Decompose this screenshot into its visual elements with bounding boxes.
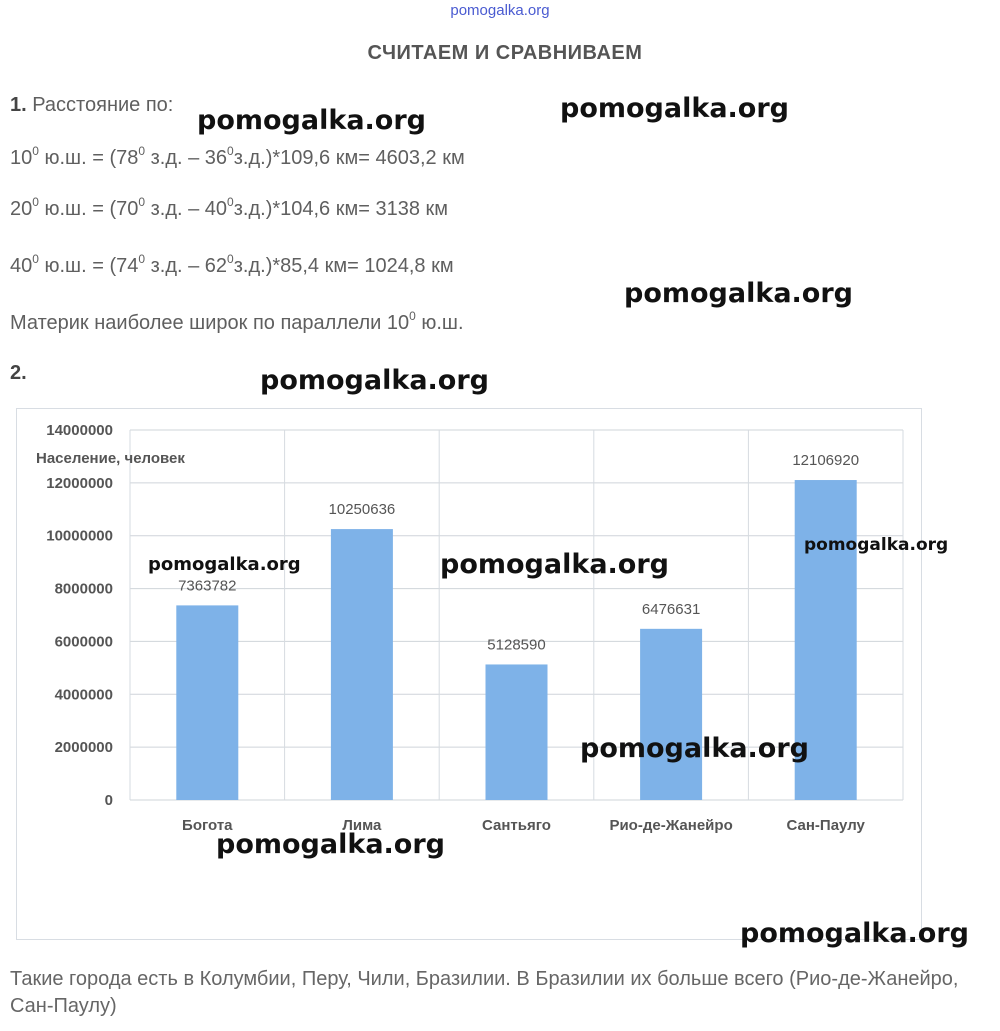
- chart-labels: [46, 422, 865, 834]
- y-tick-label: 0: [104, 792, 113, 809]
- y-tick-label: 8000000: [54, 580, 113, 598]
- data-label: 10250636: [328, 501, 396, 519]
- task1-number: 1.: [10, 94, 27, 116]
- site-link[interactable]: pomogalka.org: [450, 2, 550, 19]
- bar: [331, 529, 393, 800]
- category-label: Лима: [342, 817, 382, 834]
- distance-line-2: $20^0$ ю.ш. = ($70^0$ з.д. – $40^0з.д.)*104,6$ км= 3138 км: [10, 195, 449, 220]
- category-label: Сантьяго: [482, 817, 551, 834]
- y-tick-label: 6000000: [54, 633, 113, 651]
- data-label: 7363782: [178, 577, 237, 595]
- distance-line-3: $40^0$ ю.ш. = ($74^0$ з.д. – $62^0з.д.)*85,4$ км= 1024,8 км: [10, 252, 454, 277]
- bar: [486, 664, 548, 800]
- watermark: pomogalka.org: [560, 93, 789, 124]
- task1-conclusion: Материк наиболее широк по параллели $10^0$ ю.ш.: [10, 309, 464, 334]
- watermark: pomogalka.org: [260, 365, 489, 396]
- distance-line-1: $10^0$ ю.ш. = ($78^0$ з.д. – $36^0з.д.)*109,6$ км= 4603,2 км: [10, 144, 465, 169]
- watermark: pomogalka.org: [804, 535, 949, 555]
- y-tick-label: 4000000: [54, 686, 113, 704]
- y-axis-label: Население, человек: [36, 450, 185, 467]
- page-title: СЧИТАЕМ И СРАВНИВАЕМ: [367, 42, 643, 64]
- y-tick-label: 2000000: [54, 739, 113, 757]
- y-tick-label: 12000000: [46, 474, 113, 492]
- watermark: pomogalka.org: [216, 829, 445, 860]
- watermark: pomogalka.org: [148, 554, 301, 575]
- task2-number: 2.: [10, 362, 27, 384]
- watermark: pomogalka.org: [740, 918, 969, 949]
- data-label: 6476631: [641, 600, 701, 618]
- data-label: 5128590: [487, 636, 546, 654]
- watermark: pomogalka.org: [440, 549, 669, 580]
- watermark: pomogalka.org: [580, 733, 809, 764]
- category-label: Сан-Паулу: [786, 817, 865, 834]
- bar: [640, 629, 702, 800]
- watermark: pomogalka.org: [197, 105, 426, 136]
- y-tick-label: 10000000: [46, 527, 113, 545]
- y-tick-label: 14000000: [46, 422, 113, 439]
- bar: [176, 605, 238, 800]
- task1-intro: Расстояние по:: [32, 94, 174, 116]
- watermark: pomogalka.org: [624, 278, 853, 309]
- category-label: Рио-де-Жанейро: [609, 817, 733, 834]
- task2-answer-text: Такие города есть в Колумбии, Перу, Чили, Бразилии. В Бразилии их больше всего (Рио-де-Жанейро, Сан-Паулу): [10, 968, 959, 1017]
- data-label: 12106920: [792, 452, 860, 470]
- category-label: Богота: [182, 817, 233, 834]
